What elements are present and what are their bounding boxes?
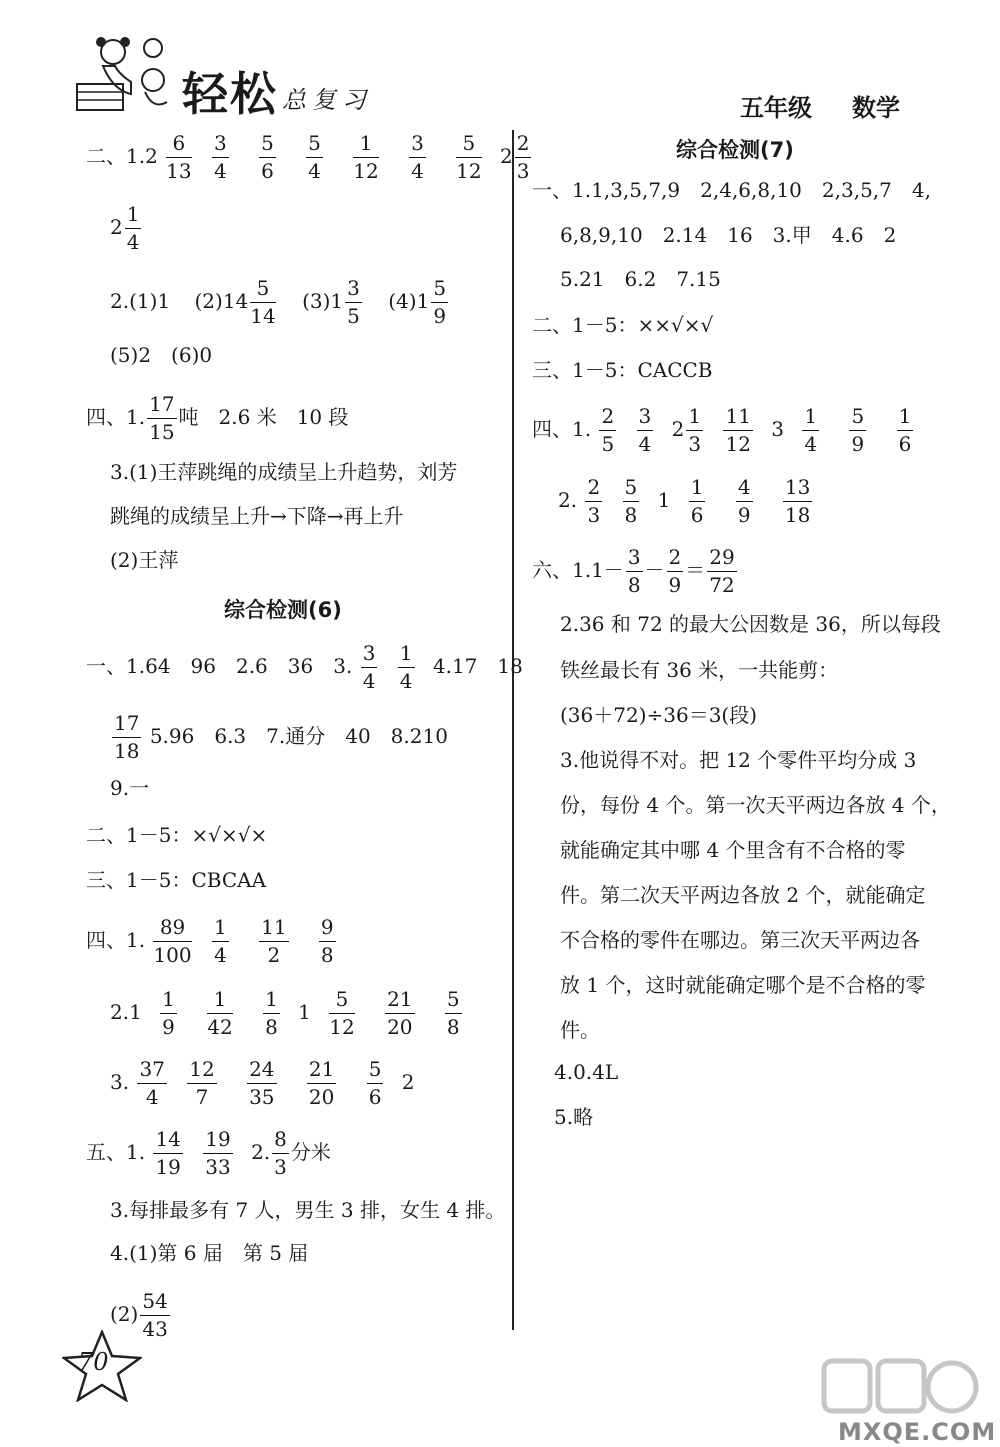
fraction: $\frac{1}{8}$ (265, 987, 278, 1039)
answer-line: 二、1－5：×√×√× (86, 823, 268, 847)
section-title: 综合检测(7) (676, 138, 794, 162)
fraction: $\frac{3}{4}$ (362, 641, 376, 693)
answer-line: 六、1.1－ $\frac{3}{8}$ － $\frac{2}{9}$ ＝ $\frac{29}{72}$ (532, 545, 735, 597)
answer-line: 就能确定其中哪 4 个里含有不合格的零 (560, 838, 906, 862)
fraction: $\frac{21}{20}$ (387, 987, 413, 1039)
answer-line: 二、1.2 $\frac{6}{13}$ $\frac{3}{4}$ $\frac{5}{6}$ $\frac{5}{4}$ $\frac{1}{12}$ $\frac{3}{4}$ $\frac{5}{12}$ 2 $\frac{2}{3}$ (86, 131, 530, 183)
fraction: $\frac{5}{6}$ (261, 131, 274, 183)
fraction: $\frac{5}{14}$ (250, 276, 276, 328)
answer-line: (36＋72)÷36＝3(段) (560, 703, 758, 727)
fraction: $\frac{1}{12}$ (353, 131, 379, 183)
brand-subtitle: 总复习 (282, 86, 372, 114)
fraction: $\frac{2}{3}$ (516, 131, 530, 183)
fraction: $\frac{1}{6}$ (690, 475, 704, 527)
fraction: $\frac{17}{18}$ (114, 711, 140, 763)
fraction: $\frac{54}{43}$ (142, 1289, 168, 1341)
answer-line: 3. $\frac{37}{4}$ $\frac{12}{7}$ $\frac{24}{35}$ $\frac{21}{20}$ $\frac{5}{6}$ 2 (110, 1057, 415, 1109)
answer-line: 一、1.1,3,5,7,9 2,4,6,8,10 2,3,5,7 4, (532, 178, 931, 202)
fraction: $\frac{5}{6}$ (368, 1057, 382, 1109)
fraction: $\frac{5}{12}$ (329, 987, 355, 1039)
fraction: $\frac{11}{12}$ (725, 404, 751, 456)
fraction: $\frac{17}{15}$ (149, 392, 175, 444)
fraction: $\frac{5}{9}$ (433, 276, 447, 328)
answer-line: 2 $\frac{1}{4}$ (110, 202, 140, 254)
answer-line: 件。 (560, 1018, 600, 1042)
answer-line: 5.21 6.2 7.15 (560, 267, 721, 291)
fraction: $\frac{1}{9}$ (162, 987, 175, 1039)
answer-line: 四、1. $\frac{89}{100}$ $\frac{1}{4}$ $\frac{11}{2}$ $\frac{9}{8}$ (86, 915, 334, 967)
fraction: $\frac{24}{35}$ (249, 1057, 275, 1109)
answer-line: 5.略 (554, 1105, 594, 1129)
answer-line: 2.36 和 72 的最大公因数是 36，所以每段 (560, 612, 941, 636)
fraction: $\frac{1}{42}$ (207, 987, 233, 1039)
grade-label: 五年级 (740, 94, 812, 122)
fraction: $\frac{29}{72}$ (709, 545, 735, 597)
fraction: $\frac{11}{2}$ (261, 915, 287, 967)
fraction: $\frac{5}{9}$ (851, 404, 865, 456)
answer-line: 3.他说得不对。把 12 个零件平均分成 3 (560, 748, 917, 772)
fraction: $\frac{3}{4}$ (213, 131, 227, 183)
fraction: $\frac{5}{4}$ (308, 131, 321, 183)
answer-line: 四、1. $\frac{17}{15}$ 吨 2.6 米 10 段 (86, 392, 349, 444)
answer-line: (5)2 (6)0 (110, 343, 213, 367)
answer-line: 6,8,9,10 2.14 16 3.甲 4.6 2 (560, 223, 897, 247)
answer-line: 二、1－5：××√×√ (532, 313, 714, 337)
fraction: $\frac{5}{8}$ (624, 475, 638, 527)
fraction: $\frac{1}{4}$ (399, 641, 413, 693)
answer-line: 五、1. $\frac{14}{19}$ $\frac{19}{33}$ 2. $\frac{8}{3}$ 分米 (86, 1127, 331, 1179)
fraction: $\frac{9}{8}$ (320, 915, 334, 967)
answer-line: 4.0.4L (554, 1060, 619, 1084)
brand-title: 轻松 (182, 67, 278, 121)
answer-line: 铁丝最长有 36 米，一共能剪： (560, 658, 839, 682)
fraction: $\frac{2}{3}$ (587, 475, 601, 527)
answer-line: 三、1－5：CACCB (532, 358, 713, 382)
answer-line: 一、1.64 96 2.6 36 3. $\frac{3}{4}$ $\frac{1}{4}$ 4.17 18 (86, 641, 523, 693)
fraction: $\frac{12}{7}$ (189, 1057, 215, 1109)
answer-line: 2. $\frac{2}{3}$ $\frac{5}{8}$ 1 $\frac{1}{6}$ $\frac{4}{9}$ $\frac{13}{18}$ (558, 475, 811, 527)
column-divider (512, 130, 514, 1330)
answer-line: 件。第二次天平两边各放 2 个，就能确定 (560, 883, 926, 907)
fraction: $\frac{3}{8}$ (627, 545, 641, 597)
answer-line: 跳绳的成绩呈上升→下降→再上升 (110, 504, 404, 528)
answer-line: 3.每排最多有 7 人，男生 3 排，女生 4 排。 (110, 1198, 506, 1222)
fraction: $\frac{1}{4}$ (214, 915, 227, 967)
answer-line: 三、1－5：CBCAA (86, 868, 267, 892)
fraction: $\frac{6}{13}$ (166, 131, 192, 183)
answer-line: 四、1. $\frac{2}{5}$ $\frac{3}{4}$ 2 $\frac{1}{3}$ $\frac{11}{12}$ 3 $\frac{1}{4}$ $\frac{5}{9}$ $\frac{1}{6}$ (532, 404, 912, 456)
page-number: 70 (78, 1348, 109, 1376)
fraction: $\frac{2}{9}$ (668, 545, 682, 597)
answer-line: 2.(1)1 (2)14 $\frac{5}{14}$ (3)1 $\frac{3}{5}$ (4)1 $\frac{5}{9}$ (110, 276, 447, 328)
fraction: $\frac{1}{6}$ (898, 404, 912, 456)
subject-label: 数学 (852, 94, 900, 122)
fraction: $\frac{2}{5}$ (601, 404, 615, 456)
fraction: $\frac{1}{3}$ (688, 404, 702, 456)
fraction: $\frac{3}{5}$ (347, 276, 360, 328)
fraction: $\frac{13}{18}$ (784, 475, 811, 527)
watermark-text: MXQE.COM (838, 1418, 997, 1446)
fraction: $\frac{1}{4}$ (126, 202, 140, 254)
answer-line: 3.(1)王萍跳绳的成绩呈上升趋势，刘芳 (110, 460, 458, 484)
header-illustration (75, 32, 185, 114)
answer-line: 不合格的零件在哪边。第三次天平两边各 (560, 928, 920, 952)
answer-line: 9.一 (110, 776, 150, 800)
fraction: $\frac{21}{20}$ (308, 1057, 335, 1109)
answer-line: 放 1 个，这时就能确定哪个是不合格的零 (560, 973, 926, 997)
fraction: $\frac{89}{100}$ (153, 915, 192, 967)
section-title: 综合检测(6) (224, 598, 342, 622)
answer-line: $\frac{17}{18}$ 5.96 6.3 7.通分 40 8.210 (114, 711, 448, 763)
fraction: $\frac{1}{4}$ (804, 404, 818, 456)
answer-line: 4.(1)第 6 届 第 5 届 (110, 1241, 309, 1265)
fraction: $\frac{3}{4}$ (411, 131, 424, 183)
fraction: $\frac{19}{33}$ (205, 1127, 231, 1179)
fraction: $\frac{5}{8}$ (446, 987, 460, 1039)
fraction: $\frac{14}{19}$ (155, 1127, 181, 1179)
answer-line: 份，每份 4 个。第一次天平两边各放 4 个， (560, 793, 951, 817)
fraction: $\frac{4}{9}$ (737, 475, 751, 527)
answer-line: (2) $\frac{54}{43}$ (110, 1289, 168, 1341)
fraction: $\frac{5}{12}$ (456, 131, 482, 183)
fraction: $\frac{37}{4}$ (139, 1057, 165, 1109)
answer-line: (2)王萍 (110, 548, 179, 572)
fraction: $\frac{8}{3}$ (274, 1127, 287, 1179)
answer-line: 2.1 $\frac{1}{9}$ $\frac{1}{42}$ $\frac{1}{8}$ 1 $\frac{5}{12}$ $\frac{21}{20}$ $\frac{5}{8}$ (110, 987, 460, 1039)
fraction: $\frac{3}{4}$ (638, 404, 652, 456)
